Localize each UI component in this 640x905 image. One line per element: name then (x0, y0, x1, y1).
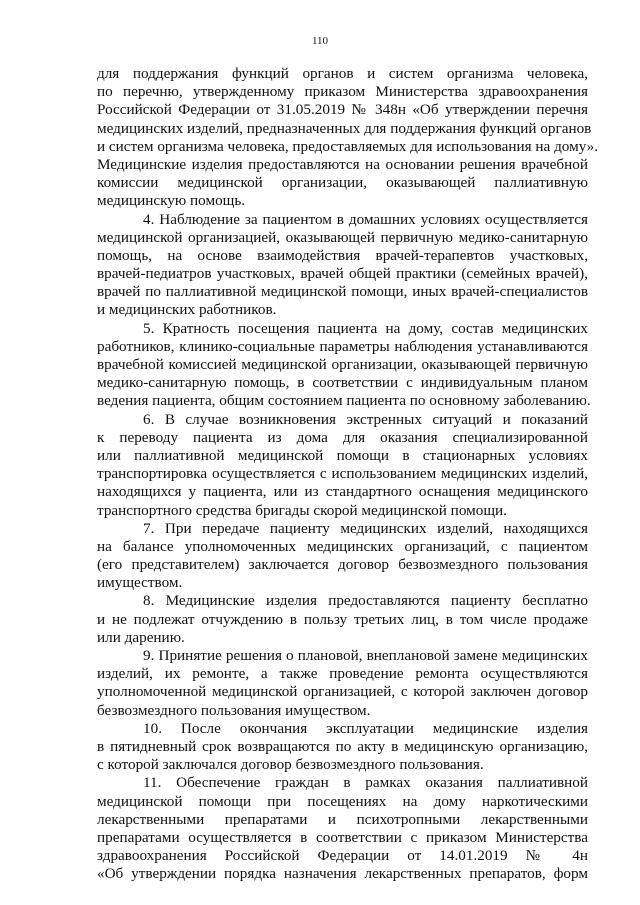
text-line: медицинской организацией, оказывающей первичную медико-санитарную (97, 228, 588, 246)
text-line: уполномоченной медицинской организацией, с которой заключен договор (97, 683, 588, 701)
text-line: врачей по паллиативной медицинской помощи, иных врачей-специалистов (97, 283, 588, 301)
text-line: имуществом. (97, 574, 183, 592)
text-line: 10. После окончания эксплуатации медицинские изделия (143, 719, 588, 737)
text-line: безвозмездного пользования имуществом. (97, 701, 371, 719)
text-line: 7. При передаче пациенту медицинских изделий, находящихся (143, 519, 588, 537)
text-line: к переводу пациента из дома для оказания специализированной (97, 428, 588, 446)
text-line: работников, клинико-социальные параметры наблюдения устанавливаются (97, 337, 588, 355)
text-line: или дарению. (97, 628, 185, 646)
text-line: на балансе уполномоченных медицинских организаций, с пациентом (97, 537, 588, 555)
text-line: с которой заключался договор безвозмездного пользования. (97, 756, 484, 774)
text-line: и медицинских работников. (97, 301, 277, 319)
text-line: ведения пациента, общим состоянием пациента по основному заболеванию. (97, 392, 591, 410)
text-line: 5. Кратность посещения пациента на дому, состав медицинских (143, 319, 588, 337)
text-line: комиссии медицинской организации, оказывающей паллиативную (97, 174, 588, 192)
text-line: лекарственными препаратами и психотропными лекарственными (97, 810, 588, 828)
text-line: по перечню, утвержденному приказом Министерства здравоохранения (97, 83, 588, 101)
text-line: медицинских изделий, предназначенных для поддержания функций органов (97, 119, 592, 137)
text-line: 4. Наблюдение за пациентом в домашних условиях осуществляется (143, 210, 588, 228)
text-line: препаратами осуществляется в соответствии с приказом Министерства (97, 828, 588, 846)
text-line: «Об утверждении порядка назначения лекарственных препаратов, форм (97, 865, 588, 883)
text-line: 11. Обеспечение граждан в рамках оказания паллиативной (143, 774, 588, 792)
text-line: помощь, на основе взаимодействия врачей-терапевтов участковых, (97, 246, 588, 264)
text-line: 9. Принятие решения о плановой, внеплановой замене медицинских (143, 647, 588, 664)
page-number: 110 (311, 35, 329, 47)
text-line: медико-санитарную помощь, в соответствии с индивидуальным планом (97, 374, 588, 392)
text-line: изделий, их ремонте, а также проведение ремонта осуществляются (97, 665, 588, 683)
text-line: врачебной комиссией медицинской организации, оказывающей первичную (97, 356, 588, 373)
text-line: для поддержания функций органов и систем организма человека, (97, 65, 588, 82)
text-line: 6. В случае возникновения экстренных ситуаций и показаний (143, 410, 588, 428)
text-line: медицинской помощи при посещениях на дому наркотическими (97, 792, 588, 810)
text-line: врачей-педиатров участковых, врачей общей практики (семейных врачей), (97, 265, 588, 283)
text-line: медицинскую помощь. (97, 192, 246, 210)
text-line: транспортного средства бригады скорой медицинской помощи. (97, 501, 507, 519)
text-line: или паллиативной медицинской помощи в стационарных условиях (97, 446, 588, 464)
text-line: и не подлежат отчуждению в пользу третьих лиц, в том числе продаже (97, 610, 588, 628)
text-line: здравоохранения Российской Федерации от 14.01.2019 № 4н (97, 847, 588, 865)
text-line: в пятидневный срок возвращаются по акту в медицинскую организацию, (97, 737, 588, 755)
text-line: Российской Федерации от 31.05.2019 № 348н «Об утверждении перечня (97, 101, 588, 119)
text-line: (его представителем) заключается договор безвозмездного пользования (97, 556, 588, 574)
text-line: транспортировка осуществляется с использованием медицинских изделий, (97, 465, 588, 483)
body-text (97, 65, 599, 883)
text-line: находящихся у пациента, или из стандартного оснащения медицинского (97, 483, 588, 501)
text-line: и систем организма человека, предоставляемых для использования на дому». (97, 137, 599, 155)
text-line: Медицинские изделия предоставляются на основании решения врачебной (97, 155, 588, 173)
text-line: 8. Медицинские изделия предоставляются пациенту бесплатно (143, 592, 588, 610)
